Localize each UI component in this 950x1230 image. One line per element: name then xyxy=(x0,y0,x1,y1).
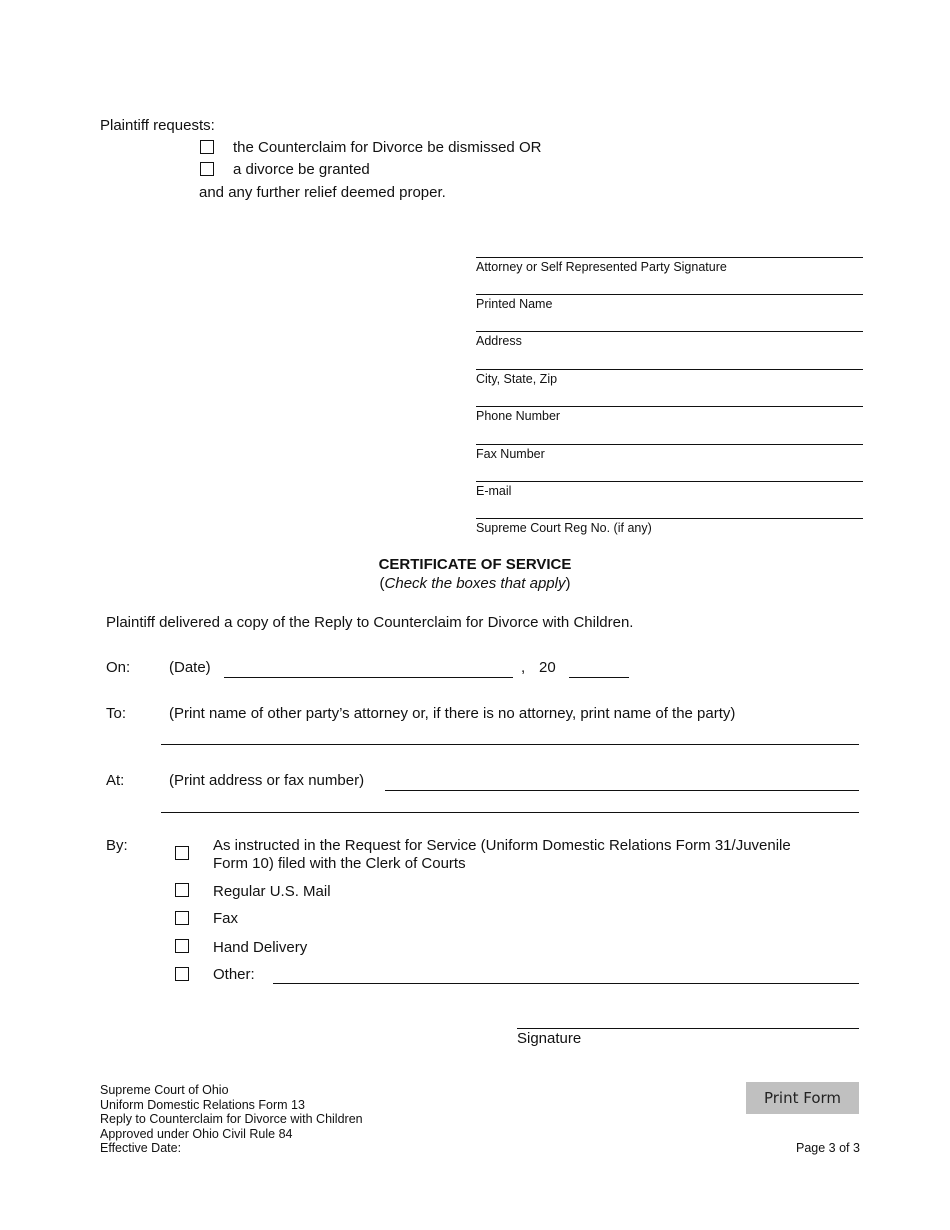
request-for-service-checkbox[interactable] xyxy=(175,846,189,860)
server-signature-line[interactable] xyxy=(517,1028,859,1029)
address-or-fax-line[interactable] xyxy=(385,790,859,791)
phone-number-label: Phone Number xyxy=(476,409,561,423)
dismiss-counterclaim-label: the Counterclaim for Divorce be dismissed OR xyxy=(233,139,542,156)
hand-delivery-label: Hand Delivery xyxy=(213,939,308,956)
supreme-court-reg-line[interactable] xyxy=(476,518,863,519)
subtitle-close-paren: ) xyxy=(565,575,571,592)
other-method-line[interactable] xyxy=(273,983,859,984)
footer-line: Supreme Court of Ohio xyxy=(100,1083,229,1097)
city-state-zip-line[interactable] xyxy=(476,369,863,370)
footer-line: Reply to Counterclaim for Divorce with Children xyxy=(100,1112,363,1126)
server-signature-label: Signature xyxy=(517,1030,582,1047)
to-instruction: (Print name of other party’s attorney or, if there is no attorney, print name of the party) xyxy=(169,705,736,722)
email-label: E-mail xyxy=(476,484,512,498)
requests-closing: and any further relief deemed proper. xyxy=(199,184,446,201)
attorney-signature-label: Attorney or Self Represented Party Signature xyxy=(476,260,727,274)
certificate-statement: Plaintiff delivered a copy of the Reply to Counterclaim for Divorce with Children. xyxy=(106,614,634,631)
request-for-service-label-line2: Form 10) filed with the Clerk of Courts xyxy=(213,855,466,872)
date-comma: , xyxy=(521,659,526,676)
subtitle-instruction: Check the boxes that apply xyxy=(384,575,566,592)
year-input-line[interactable] xyxy=(569,677,629,678)
fax-checkbox[interactable] xyxy=(175,911,189,925)
regular-mail-checkbox[interactable] xyxy=(175,883,189,897)
dismiss-counterclaim-checkbox[interactable] xyxy=(200,140,214,154)
printed-name-label: Printed Name xyxy=(476,297,553,311)
subtitle-open-paren: ( xyxy=(379,575,385,592)
on-label: On: xyxy=(106,659,131,676)
footer-line: Uniform Domestic Relations Form 13 xyxy=(100,1098,305,1112)
footer-line: Effective Date: xyxy=(100,1141,182,1155)
requests-heading: Plaintiff requests: xyxy=(100,117,215,134)
fax-label: Fax xyxy=(213,910,239,927)
date-input-line[interactable] xyxy=(224,677,513,678)
email-line[interactable] xyxy=(476,481,863,482)
to-label: To: xyxy=(106,705,127,722)
hand-delivery-checkbox[interactable] xyxy=(175,939,189,953)
regular-mail-label: Regular U.S. Mail xyxy=(213,883,331,900)
request-for-service-label-line1: As instructed in the Request for Service (Uniform Domestic Relations Form 31/Juvenile xyxy=(213,837,791,854)
footer-line: Approved under Ohio Civil Rule 84 xyxy=(100,1127,293,1141)
fax-number-line[interactable] xyxy=(476,444,863,445)
recipient-name-line[interactable] xyxy=(161,744,859,745)
date-label: (Date) xyxy=(169,659,211,676)
fax-number-label: Fax Number xyxy=(476,447,545,461)
grant-divorce-checkbox[interactable] xyxy=(200,162,214,176)
at-label: At: xyxy=(106,772,125,789)
grant-divorce-label: a divorce be granted xyxy=(233,161,370,178)
attorney-signature-line[interactable] xyxy=(476,257,863,258)
other-method-checkbox[interactable] xyxy=(175,967,189,981)
by-label: By: xyxy=(106,837,128,854)
address-label: Address xyxy=(476,334,522,348)
print-form-button[interactable]: Print Form xyxy=(746,1082,859,1114)
supreme-court-reg-label: Supreme Court Reg No. (if any) xyxy=(476,521,652,535)
printed-name-line[interactable] xyxy=(476,294,863,295)
phone-number-line[interactable] xyxy=(476,406,863,407)
city-state-zip-label: City, State, Zip xyxy=(476,372,558,386)
address-line[interactable] xyxy=(476,331,863,332)
address-or-fax-line-2[interactable] xyxy=(161,812,859,813)
at-instruction: (Print address or fax number) xyxy=(169,772,365,789)
certificate-title: CERTIFICATE OF SERVICE xyxy=(378,556,572,573)
other-method-label: Other: xyxy=(213,966,255,983)
year-prefix: 20 xyxy=(539,659,556,676)
page-number: Page 3 of 3 xyxy=(796,1141,860,1155)
certificate-subtitle xyxy=(0,575,950,592)
